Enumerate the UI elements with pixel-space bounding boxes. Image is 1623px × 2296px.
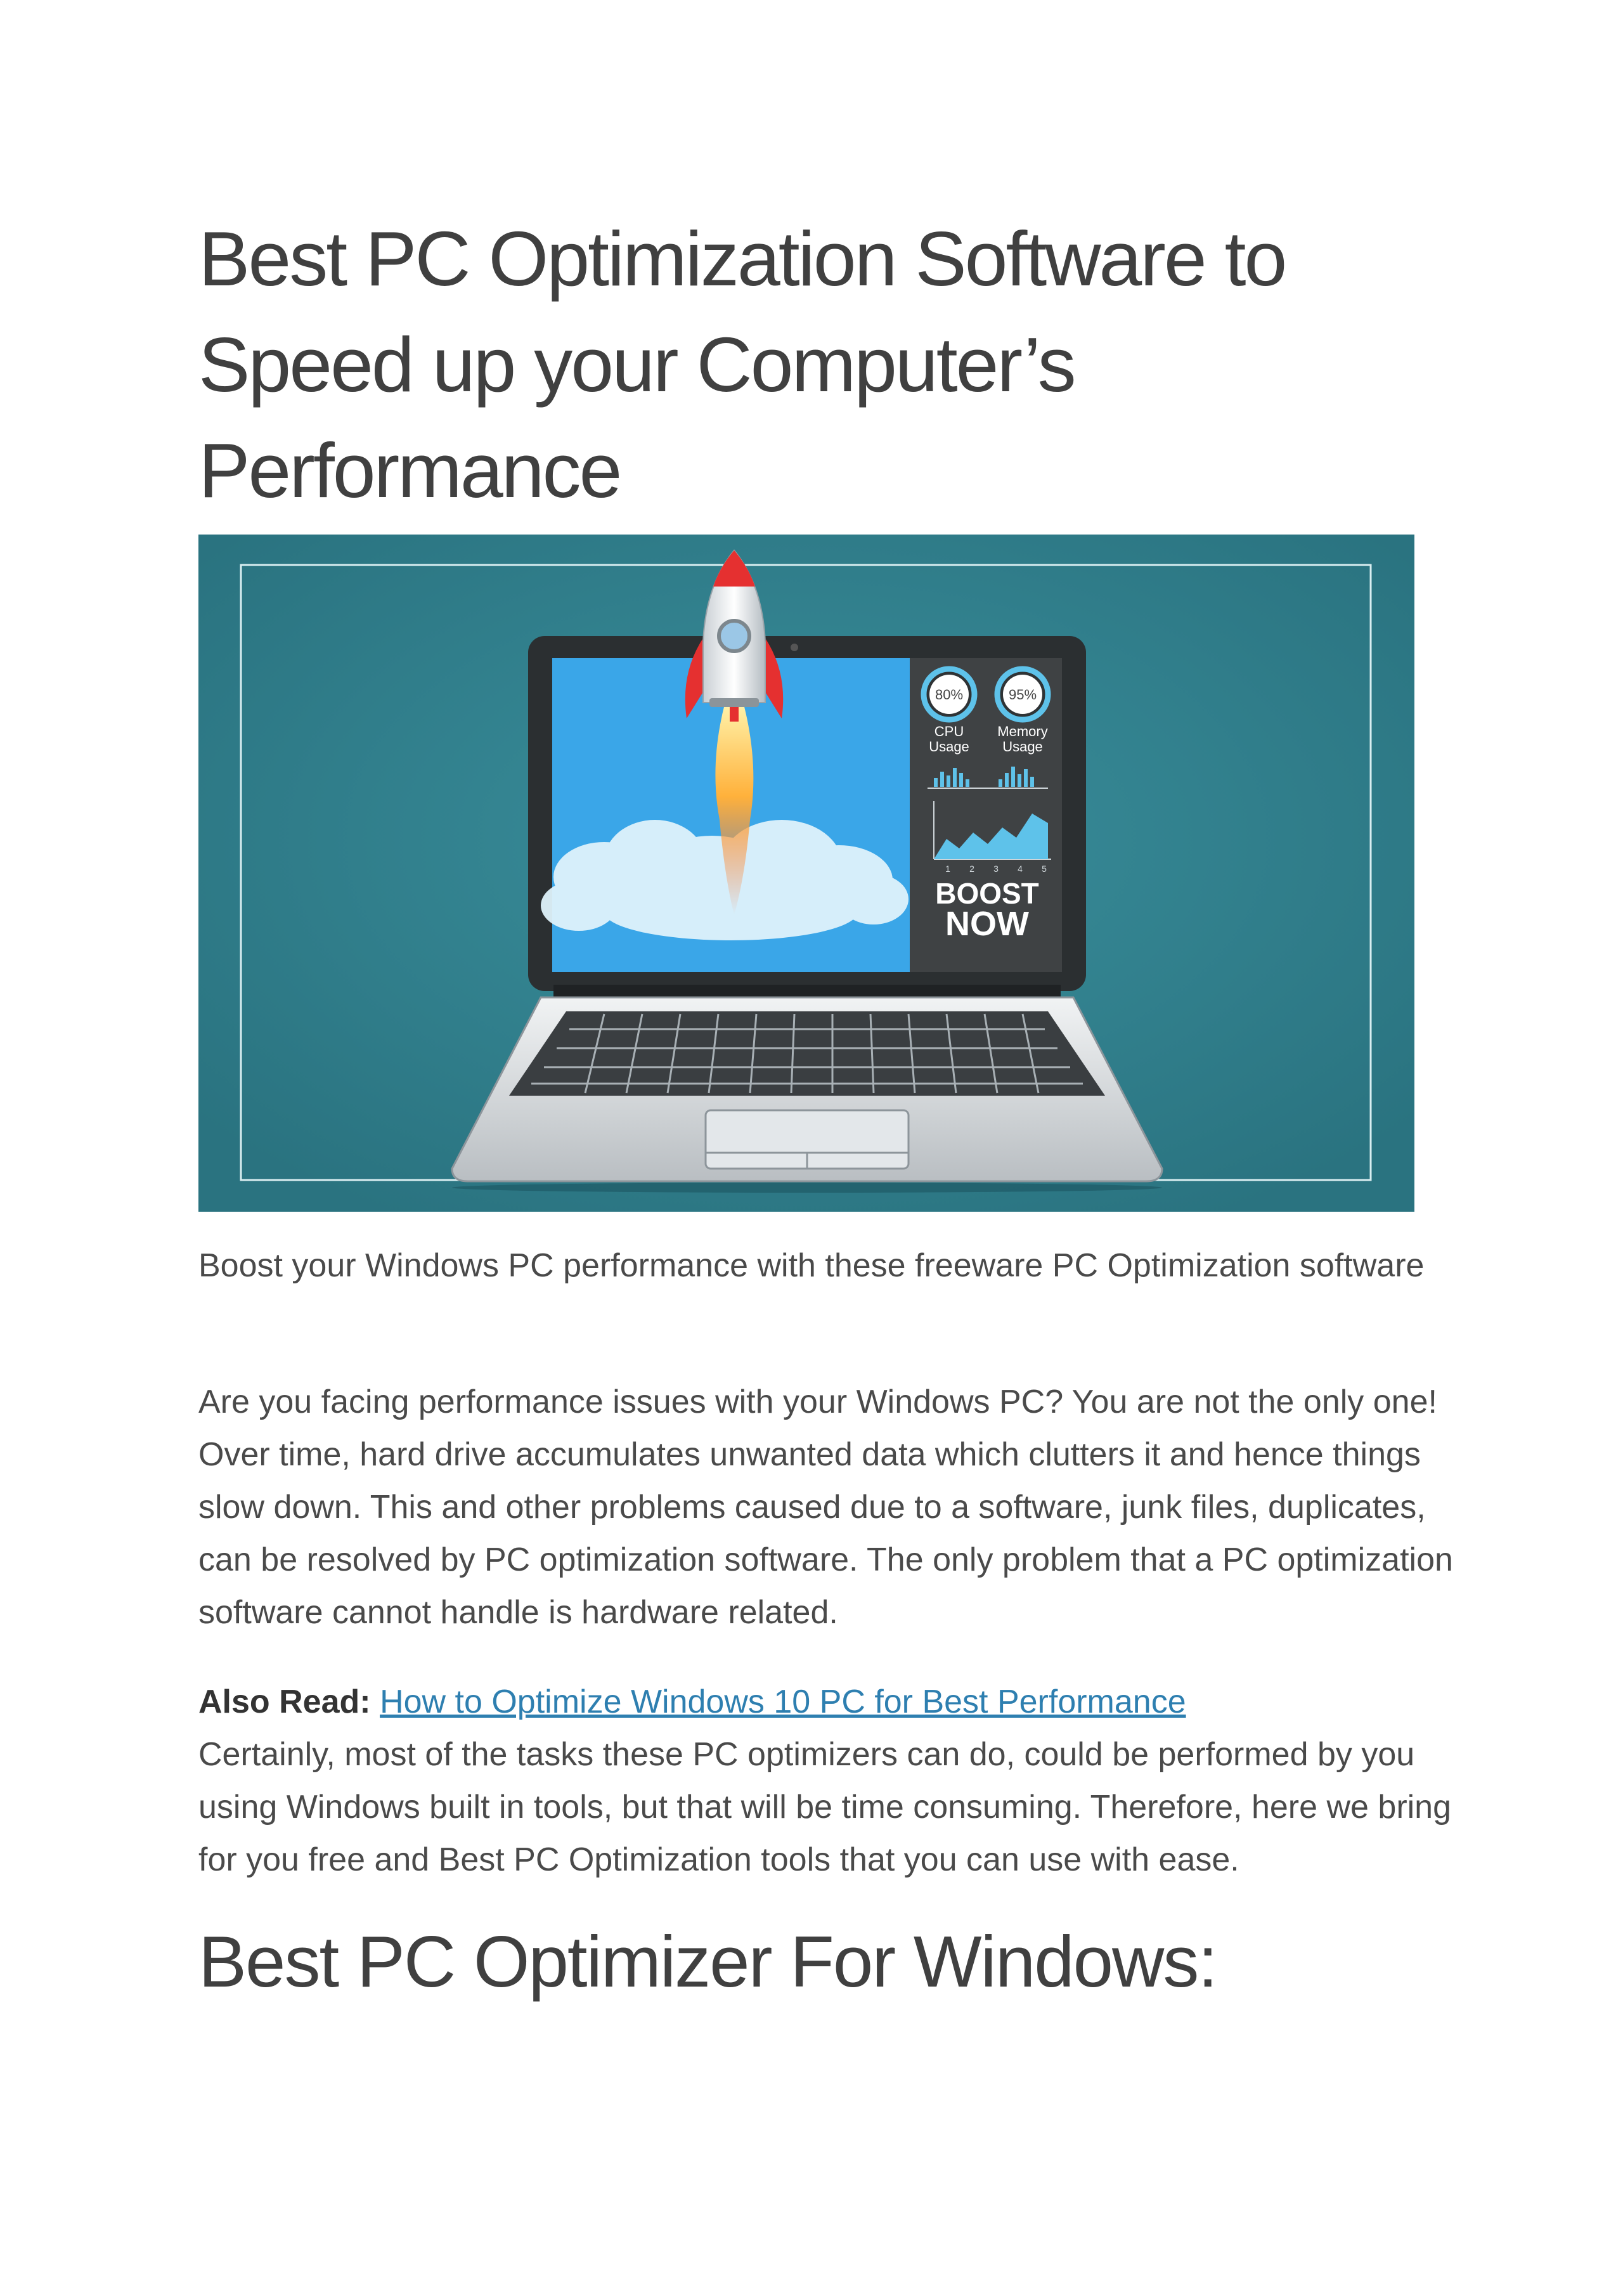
- cpu-gauge: [924, 669, 974, 755]
- page-title: Best PC Optimization Software to Speed up your Computer’s Performance: [198, 216, 1286, 514]
- cpu-percent: 80%: [934, 687, 964, 703]
- boost-now-line-1: BOOST: [935, 877, 1039, 910]
- chart-x-tick-2: 2: [969, 864, 974, 874]
- webcam-icon: [791, 644, 798, 651]
- chart-x-tick-4: 4: [1018, 864, 1023, 874]
- boost-now-line-2: NOW: [945, 905, 1029, 943]
- intro-paragraph: Are you facing performance issues with your Windows PC? You are not the only one! Over time, hard drive accumulates unwanted data which clutters it and hence things slow down. This and other problems caused due to a software, junk files, duplicates, can be resolved by PC optimization software. The only problem that a PC optimization software cannot handle is hardware related.: [198, 1384, 1453, 1631]
- memory-gauge: [997, 669, 1048, 755]
- image-caption: Boost your Windows PC performance with these freeware PC Optimization software: [198, 1247, 1425, 1284]
- keyboard-keys: [574, 1018, 1040, 1029]
- also-read-label: Also Read:: [198, 1683, 380, 1720]
- memory-label-line-2: Usage: [1002, 739, 1043, 755]
- chart-x-tick-5: 5: [1042, 864, 1047, 874]
- memory-label-line-1: Memory: [997, 723, 1048, 739]
- also-read-link[interactable]: How to Optimize Windows 10 PC for Best Performance: [380, 1683, 1186, 1720]
- section-heading: Best PC Optimizer For Windows:: [198, 1922, 1217, 2002]
- hero-illustration: [198, 535, 1414, 1212]
- also-read-paragraph: [198, 1676, 1460, 1886]
- chart-x-tick-3: 3: [993, 864, 999, 874]
- chart-x-tick-1: 1: [945, 864, 950, 874]
- laptop-shadow: [452, 1183, 1162, 1193]
- body-paragraph: Certainly, most of the tasks these PC optimizers can do, could be performed by you using Windows built in tools, but that will be time consuming. Therefore, here we bring for you free and Best PC Optimization tools that you can use with ease.: [198, 1736, 1452, 1878]
- cpu-label-line-1: CPU: [934, 723, 964, 739]
- cpu-label-line-2: Usage: [929, 739, 969, 755]
- memory-percent: 95%: [1008, 687, 1037, 703]
- laptop-boost-illustration: [198, 535, 1414, 1212]
